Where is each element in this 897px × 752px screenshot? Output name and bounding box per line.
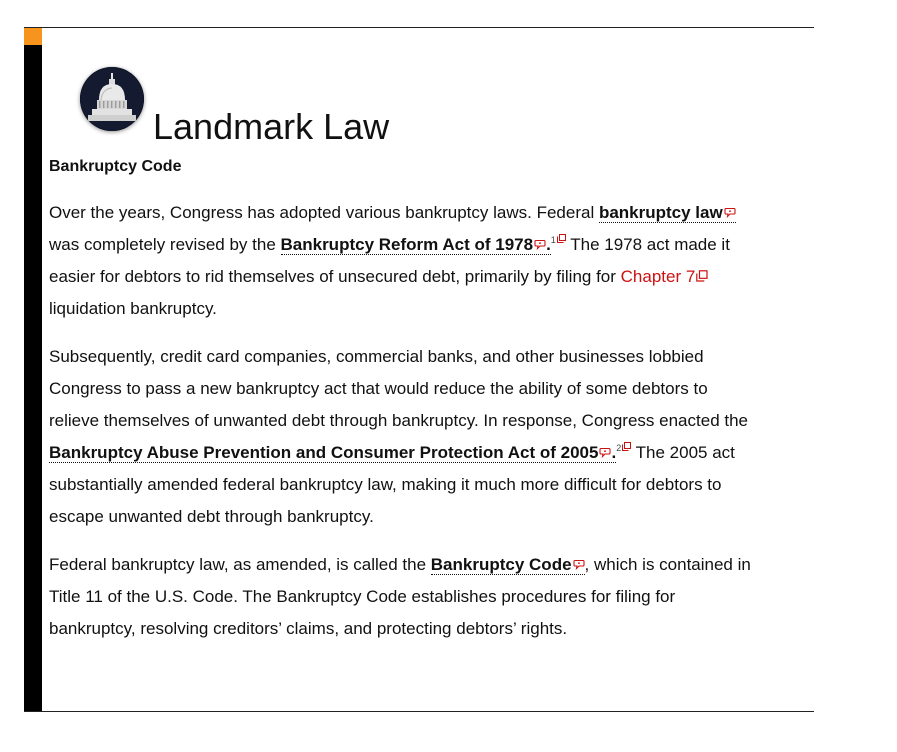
paragraph-1: Over the years, Congress has adopted various bankruptcy laws. Federal bankruptcy law was completely revised by the Bankruptcy Reform Act of 1978 .$^1$ The 1978 act made it easier for debtors to rid themselves of unsecured debt, primarily by filing for Chapter 7 liquidation bankruptcy. [49, 197, 761, 325]
term-bankruptcy-code[interactable]: Bankruptcy Code [431, 555, 585, 575]
speech-bubble-icon [534, 239, 546, 250]
page-title: Landmark Law [153, 106, 390, 147]
left-sidebar-bar [24, 28, 42, 711]
term-bapcpa-2005[interactable]: Bankruptcy Abuse Prevention and Consumer Protection Act of 2005 . [49, 443, 617, 462]
capitol-dome-icon [80, 67, 144, 131]
term-bankruptcy-law[interactable]: bankruptcy law [599, 203, 736, 223]
paragraph-3: Federal bankruptcy law, as amended, is called the Bankruptcy Code , which is contained in Title 11 of the U.S. Code. The Bankruptcy Code establishes procedures for filing for bankruptcy, resolving creditors’ claims, and protecting debtors’ rights. [49, 555, 751, 638]
external-window-icon [696, 270, 708, 282]
article-content [49, 155, 761, 661]
term-bankruptcy-reform-act-1978[interactable]: Bankruptcy Reform Act of 1978 . [280, 235, 551, 254]
speech-bubble-icon [573, 559, 585, 570]
footnote-1[interactable]: 1 [551, 235, 566, 245]
left-bar-orange-accent [24, 28, 42, 45]
paragraph-2: Subsequently, credit card companies, commercial banks, and other businesses lobbied Congress to pass a new bankruptcy act that would reduce the ability of some debtors to relieve themselves of unwanted debt through bankruptcy. In response, Congress enacted the Bankruptcy Abuse Prevention and Consumer Protection Act of 2005 .$^2$ The 2005 act substantially amended federal bankruptcy law, making it much more difficult for debtors to escape unwanted debt through bankruptcy. [49, 347, 749, 526]
external-window-icon [557, 234, 566, 243]
speech-bubble-icon [599, 447, 611, 458]
link-chapter-7[interactable]: Chapter 7 [621, 267, 709, 286]
footnote-2[interactable]: 2 [616, 443, 631, 453]
speech-bubble-icon [724, 207, 736, 218]
external-window-icon [622, 442, 631, 451]
section-heading: Bankruptcy Code [49, 158, 182, 175]
